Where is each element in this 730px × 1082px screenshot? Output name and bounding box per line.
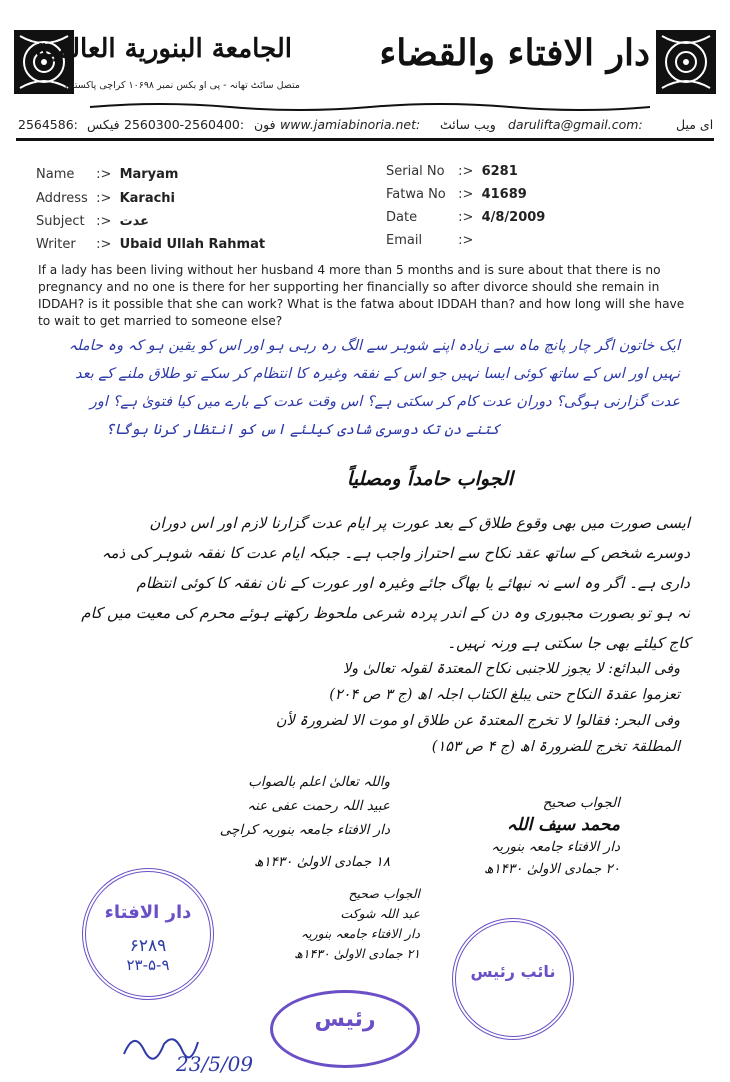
answer-line: ایسی صورت میں بھی وقوع طلاق کے بعد عورت پر ایام عدت گزارنا لازم اور اس دوران: [149, 514, 690, 532]
fatwa-separator: :>: [458, 187, 474, 202]
verifier-line: الجواب صحیح: [542, 795, 620, 811]
question-urdu-line: نہیں اور اس کے ساتھ کوئی ایسا نہیں جو اس کے نفقہ وغیرہ کا انتظام کر سکے تو طلاق ملنے کے بعد: [75, 366, 680, 382]
reference-badai: [120, 656, 680, 708]
answer-body: [60, 508, 690, 658]
email-label: Email: [386, 233, 423, 248]
bottom-signature: [120, 1024, 200, 1064]
darul-ifta-stamp: [82, 868, 214, 1000]
bottom-handwritten-date: 23/5/09: [176, 1052, 254, 1076]
stamp-left-date: ۲۳-۵-۹: [126, 956, 170, 974]
reference-line: تعزموا عقدۃ النکاح حتی یبلغ الکتاب اجلہ اھ (ج ۳ ص ۲۰۴): [329, 687, 680, 703]
closing-line: عبید اللہ رحمت عفی عنہ: [247, 798, 390, 814]
header-rule: [16, 138, 714, 141]
stamp-left-number: ۶۲۸۹: [129, 936, 167, 956]
contact-phone-label: فون: [254, 117, 276, 132]
writer-value: Ubaid Ullah Rahmat: [119, 237, 266, 252]
stamp-left-text: دار الافتاء: [104, 902, 192, 923]
naib-rais-stamp: [452, 918, 574, 1040]
name-label: Name: [36, 167, 75, 182]
reference-line: وفی البحر: فقالوا لا تخرج المعتدۃ عن طلاق او موت الا لضرورۃ لأن: [275, 713, 680, 729]
name-separator: :>: [96, 167, 112, 182]
writer-field: [36, 237, 265, 252]
rais-stamp: [270, 990, 420, 1068]
answer-line: کاج کیلئے بھی جا سکتی ہے ورنہ نہیں۔: [447, 634, 690, 652]
reference-line: وفی البدائع: لا یجوز للاجنبی نکاح المعتدۃ لقولہ تعالیٰ ولا: [342, 661, 680, 677]
institute-address: متصل سائٹ تھانہ - پی او بکس نمبر ۱۰۶۹۸ کراچی پاکستان: [65, 80, 300, 91]
contact-email: darulifta@gmail.com:: [508, 117, 643, 132]
verifier-line: ۲۰ جمادی الاولیٰ ۱۴۳۰ھ: [483, 861, 620, 877]
closing-line: واللہ تعالیٰ اعلم بالصواب: [248, 774, 390, 790]
subject-separator: :>: [96, 214, 112, 229]
answer-line: دوسرے شخص کے ساتھ عقد نکاح سے احتراز واجب ہے۔ جبکہ ایام عدت کا نفقہ شوہر کی ذمہ: [101, 544, 690, 562]
address-value: Karachi: [119, 191, 176, 206]
verifier-one: [400, 792, 620, 880]
verifier-two: [230, 884, 420, 964]
contact-fax: 2564586:: [18, 117, 78, 132]
fatwa-field: [386, 187, 527, 202]
name-value: Maryam: [119, 167, 179, 182]
email-separator: :>: [458, 233, 474, 248]
question-urdu-line: کتنے دن تک دوسری شادی کیلئے اس کو انتظار کرنا ہوگا؟: [105, 422, 500, 438]
writer-label: Writer: [36, 237, 76, 252]
contact-line: [0, 112, 730, 134]
ornament-right-icon: [656, 30, 716, 94]
verifier-line: دار الافتاء جامعہ بنوریہ: [491, 839, 620, 855]
writer-separator: :>: [96, 237, 112, 252]
address-label: Address: [36, 191, 88, 206]
address-separator: :>: [96, 191, 112, 206]
subject-value: عدت: [119, 214, 150, 229]
verifier-line: محمد سیف اللہ: [506, 815, 620, 835]
question-english: If a lady has been living without her husband 4 more than 5 months and is sure about that there is no pregnancy and no one is there for her supporting her financially so after divorce should she remain in IDDAH? is it possible that she can work? What is the fatwa about IDDAH than? and how long will she have to wait to get married to someone else?: [38, 263, 685, 328]
answer-heading: الجواب حامداً ومصلیاً: [346, 468, 514, 490]
fatwa-value: 41689: [481, 187, 527, 202]
answer-line: داری ہے۔ اگر وہ اسے نہ نبھائے یا بھاگ جائے وغیرہ اور عورت کے نان نفقہ کا کوئی انتظام: [136, 574, 690, 592]
date-separator: :>: [458, 210, 474, 225]
closing-line: ۱۸ جمادی الاولیٰ ۱۴۳۰ھ: [253, 854, 390, 870]
contact-phone: 2560300-2560400:: [124, 117, 245, 132]
contact-email-label: ای میل: [676, 117, 714, 132]
verifier-line: الجواب صحیح: [348, 886, 420, 901]
question-urdu-line: عدت گزارنی ہوگی؟ دوران عدت کام کر سکتی ہے؟ اس وقت عدت کے بارے میں کیا فتویٰ ہے؟ اور: [89, 394, 680, 410]
closing-block: [120, 770, 390, 874]
stamp-center-text: رئیس: [314, 1007, 376, 1032]
verifier-line: ۲۱ جمادی الاولیٰ ۱۴۳۰ھ: [294, 946, 420, 961]
date-field: [386, 210, 545, 225]
verifier-line: عبد اللہ شوکت: [340, 906, 420, 921]
serial-field: [386, 164, 518, 179]
subject-field: [36, 214, 149, 229]
stamp-right-text: نائب رئیس: [470, 962, 556, 981]
institute-name: الجامعة البنورية العالمية: [35, 34, 292, 64]
fatwa-label: Fatwa No: [386, 187, 446, 202]
name-field: [36, 167, 178, 182]
email-field: [386, 233, 477, 248]
contact-website: www.jamiabinoria.net:: [280, 117, 421, 132]
date-label: Date: [386, 210, 418, 225]
contact-website-label: ویب سائٹ: [440, 117, 496, 132]
darul-ifta-title: دار الافتاء والقضاء: [379, 32, 650, 74]
address-field: [36, 191, 175, 206]
date-value: 4/8/2009: [481, 210, 546, 225]
serial-label: Serial No: [386, 164, 445, 179]
contact-fax-label: فیکس: [87, 117, 120, 132]
reference-line: المطلقۃ تخرج للضرورۃ اھ (ج ۴ ص ۱۵۳): [431, 739, 680, 755]
serial-value: 6281: [481, 164, 518, 179]
closing-line: دار الافتاء جامعہ بنوریہ کراچی: [219, 822, 390, 838]
answer-line: نہ ہو تو بصورت مجبوری وہ دن کے اندر پردہ شرعی ملحوظ رکھتے ہوئے محرم کی معیت میں کام: [81, 604, 690, 622]
question-urdu-line: ایک خاتون اگر چار پانچ ماہ سے زیادہ اپنے شوہر سے الگ رہ رہی ہو اور اس کو یقین ہو کہ وہ حاملہ: [68, 338, 680, 354]
header-swirl-divider: [90, 98, 650, 110]
reference-bahr: [120, 708, 680, 760]
question-urdu: [40, 332, 680, 444]
subject-label: Subject: [36, 214, 85, 229]
serial-separator: :>: [458, 164, 474, 179]
verifier-line: دار الافتاء جامعہ بنوریہ: [300, 926, 420, 941]
